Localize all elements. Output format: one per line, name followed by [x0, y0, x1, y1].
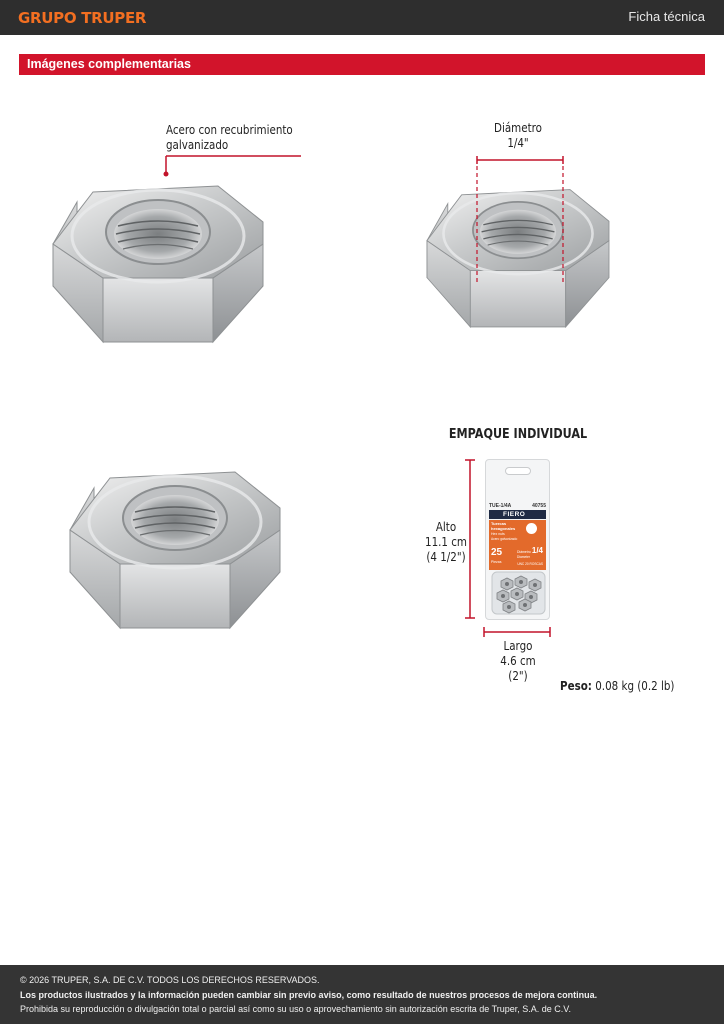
- hex-nut-image-angle: [70, 468, 280, 636]
- coating-callout-line1: Acero con recubrimiento: [166, 123, 293, 137]
- card-nuts-blister: [491, 571, 546, 615]
- diameter-callout: [475, 121, 561, 151]
- package-width-text: [484, 639, 553, 684]
- card-hang-hole: [505, 467, 531, 475]
- card-qty: 25: [491, 547, 503, 558]
- card-diameter-es: Diámetro: [517, 550, 531, 554]
- card-product-es: Tuercas hexagonales: [491, 521, 516, 531]
- section-header: [19, 54, 705, 75]
- package-weight: [560, 679, 674, 694]
- card-product-en: Hex nuts: [491, 532, 505, 536]
- footer: [0, 965, 724, 1024]
- top-bar: [0, 0, 724, 35]
- width-in: (2"): [508, 669, 528, 683]
- width-label: Largo: [503, 639, 533, 653]
- width-cm: 4.6 cm: [500, 654, 536, 668]
- section-title: Imágenes complementarias: [27, 57, 191, 71]
- card-diameter-en: Diameter: [517, 555, 530, 559]
- card-code: TUE-1/4A: [489, 503, 512, 509]
- footer-copyright: © 2026 TRUPER, S.A. DE C.V. TODOS LOS DERECHOS RESERVADOS.: [20, 975, 320, 985]
- brand-logo: GRUPO TRUPER: [18, 9, 147, 27]
- card-qty-label: Piezas: [491, 560, 502, 564]
- card-orange-panel: [489, 520, 546, 570]
- diameter-label: Diámetro: [494, 121, 542, 135]
- weight-value: 0.08 kg (0.2 lb): [595, 679, 675, 693]
- package-width-dimension: [482, 626, 552, 638]
- diameter-value: 1/4": [507, 136, 529, 150]
- coating-callout: [166, 123, 293, 153]
- footer-prohibition: Prohibida su reproducción o divulgación total o parcial así como su uso o aprovechamiento sin autorización escrita de Truper, S.A. de C.V.: [20, 1004, 571, 1014]
- document-type: Ficha técnica: [628, 9, 705, 24]
- coating-leader-line: [160, 150, 305, 180]
- card-size: 1/4: [531, 546, 543, 555]
- coating-callout-line2: galvanizado: [166, 138, 229, 152]
- card-brand: FIERO: [503, 511, 526, 518]
- card-thread: UNC 20 ROSCAS: [517, 562, 543, 566]
- height-label: Alto: [435, 520, 457, 534]
- package-title: EMPAQUE INDIVIDUAL: [448, 427, 588, 442]
- diameter-dimension-lines: [474, 152, 569, 292]
- card-sku: 40755: [532, 503, 546, 509]
- height-in: (4 1/2"): [426, 550, 466, 564]
- package-height-text: [415, 520, 477, 565]
- footer-notice: Los productos ilustrados y la información pueden cambiar sin previo aviso, como resultado de nuestros procesos de mejora continua.: [20, 990, 598, 1000]
- weight-label: Peso:: [560, 679, 592, 693]
- height-cm: 11.1 cm: [424, 535, 467, 549]
- card-brand-bar: [489, 510, 546, 519]
- hex-nut-image-front: [53, 182, 263, 350]
- card-coating: Acero galvanizado: [491, 537, 518, 541]
- package-card: [485, 459, 550, 620]
- card-hex-icon: [526, 523, 537, 534]
